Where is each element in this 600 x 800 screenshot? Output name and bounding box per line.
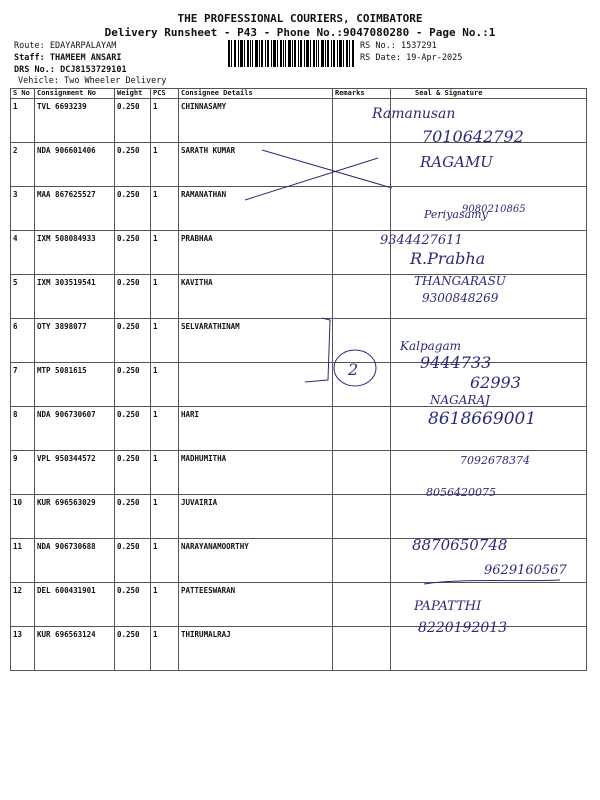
hw-r6: Kalpagam	[400, 339, 462, 353]
cell-pcs: 1	[151, 319, 179, 363]
cell-remarks	[333, 319, 391, 363]
cell-pcs: 1	[151, 99, 179, 143]
cell-remarks	[333, 143, 391, 187]
cell-seal	[391, 319, 587, 363]
cell-pcs: 1	[151, 275, 179, 319]
cell-remarks	[333, 363, 391, 407]
cell-consignee: CHINNASAMY	[179, 99, 333, 143]
table-row	[11, 187, 587, 231]
cell-consignee: SELVARATHINAM	[179, 319, 333, 363]
table-row	[11, 407, 587, 451]
cell-consignee: THIRUMALRAJ	[179, 627, 333, 671]
cell-sno: 7	[11, 363, 35, 407]
hw-r10: 8056420075	[426, 486, 496, 499]
cell-consignee	[179, 363, 333, 407]
cell-pcs: 1	[151, 495, 179, 539]
runsheet-subtitle: Delivery Runsheet - P43 - Phone No.:9047080280 - Page No.:1	[104, 26, 496, 39]
cell-seal	[391, 143, 587, 187]
cell-pcs: 1	[151, 407, 179, 451]
hw-r12: 9629160567	[484, 563, 567, 578]
col-consignment: Consignment No	[35, 89, 115, 99]
cell-consignment: TVL 6693239	[35, 99, 115, 143]
rs-no-value: 1537291	[400, 41, 437, 51]
table-row	[11, 275, 587, 319]
cell-remarks	[333, 231, 391, 275]
vehicle-value: Two Wheeler Delivery	[64, 76, 167, 86]
cell-consignment: VPL 950344572	[35, 451, 115, 495]
cell-remarks	[333, 451, 391, 495]
cell-sno: 6	[11, 319, 35, 363]
hw-r13-name: PAPATTHI	[414, 599, 482, 614]
cell-consignee: PRABHAA	[179, 231, 333, 275]
rs-date-line	[360, 53, 462, 63]
col-pcs: PCS	[151, 89, 179, 99]
col-remarks: Remarks	[333, 89, 391, 99]
drs-line	[14, 65, 127, 75]
table-row	[11, 627, 587, 671]
cell-weight: 0.250	[115, 451, 151, 495]
cell-sno: 8	[11, 407, 35, 451]
cell-sno: 11	[11, 539, 35, 583]
vehicle-line	[18, 76, 166, 86]
cell-consignment: NDA 906730607	[35, 407, 115, 451]
hw-r4-phone: 9344427611	[380, 233, 463, 248]
staff-value: THAMEEM ANSARI	[49, 53, 122, 63]
route-value: EDAYARPALAYAM	[49, 41, 117, 51]
vehicle-label: Vehicle:	[18, 76, 59, 86]
cell-consignee: MADHUMITHA	[179, 451, 333, 495]
cell-seal	[391, 495, 587, 539]
staff-line	[14, 53, 122, 63]
cell-weight: 0.250	[115, 275, 151, 319]
hw-r5-name: THANGARASU	[414, 274, 506, 288]
table-header-row	[11, 89, 587, 99]
rs-no-line	[360, 41, 437, 51]
cell-pcs: 1	[151, 363, 179, 407]
cell-weight: 0.250	[115, 539, 151, 583]
cell-sno: 4	[11, 231, 35, 275]
cell-seal	[391, 583, 587, 627]
cell-pcs: 1	[151, 451, 179, 495]
table-row	[11, 539, 587, 583]
cell-seal	[391, 539, 587, 583]
table-row	[11, 451, 587, 495]
cell-remarks	[333, 187, 391, 231]
hw-r3-name: Periyasamy	[424, 208, 488, 221]
cell-consignment: DEL 600431901	[35, 583, 115, 627]
cell-consignee: RAMANATHAN	[179, 187, 333, 231]
route-line	[14, 41, 116, 51]
cell-weight: 0.250	[115, 627, 151, 671]
cell-weight: 0.250	[115, 363, 151, 407]
barcode	[228, 40, 354, 67]
hw-r4-name: R.Prabha	[410, 249, 486, 268]
cell-remarks	[333, 99, 391, 143]
cell-seal	[391, 99, 587, 143]
table-row	[11, 363, 587, 407]
col-seal: Seal & Signature	[391, 89, 587, 99]
cell-sno: 12	[11, 583, 35, 627]
rs-date-label: RS Date:	[360, 53, 401, 63]
col-consignee: Consignee Details	[179, 89, 333, 99]
cell-weight: 0.250	[115, 143, 151, 187]
cell-sno: 1	[11, 99, 35, 143]
rs-no-label: RS No.:	[360, 41, 396, 51]
cell-remarks	[333, 407, 391, 451]
cell-sno: 13	[11, 627, 35, 671]
staff-label: Staff:	[14, 53, 45, 63]
cell-seal	[391, 363, 587, 407]
cell-consignee: SARATH KUMAR	[179, 143, 333, 187]
hw-r8-phone: 8618669001	[428, 409, 537, 429]
cell-consignee: NARAYANAMOORTHY	[179, 539, 333, 583]
cell-consignment: NDA 906730688	[35, 539, 115, 583]
cell-seal	[391, 187, 587, 231]
cell-pcs: 1	[151, 583, 179, 627]
cell-weight: 0.250	[115, 187, 151, 231]
drs-label: DRS No.:	[14, 65, 55, 75]
hw-r11: 8870650748	[412, 536, 508, 554]
runsheet-table	[10, 88, 587, 671]
col-weight: Weight	[115, 89, 151, 99]
cell-seal	[391, 627, 587, 671]
cell-consignment: MTP 5081615	[35, 363, 115, 407]
cell-remarks	[333, 275, 391, 319]
col-sno: S No	[11, 89, 35, 99]
cell-weight: 0.250	[115, 319, 151, 363]
hw-r7-a: 9444733	[420, 353, 492, 372]
cell-consignment: KUR 696563029	[35, 495, 115, 539]
cell-weight: 0.250	[115, 99, 151, 143]
cell-consignee: JUVAIRIA	[179, 495, 333, 539]
cell-remarks	[333, 583, 391, 627]
cell-sno: 9	[11, 451, 35, 495]
hw-r13-phone: 8220192013	[418, 620, 508, 636]
cell-pcs: 1	[151, 187, 179, 231]
cell-weight: 0.250	[115, 495, 151, 539]
cell-sno: 5	[11, 275, 35, 319]
hw-r7-b: 62993	[470, 373, 521, 392]
cell-seal	[391, 275, 587, 319]
cell-pcs: 1	[151, 231, 179, 275]
cell-consignment: IXM 508084933	[35, 231, 115, 275]
cell-consignment: OTY 3898077	[35, 319, 115, 363]
table-row	[11, 231, 587, 275]
cell-sno: 2	[11, 143, 35, 187]
cell-pcs: 1	[151, 627, 179, 671]
drs-value: DCJ8153729101	[60, 65, 127, 75]
table-row	[11, 143, 587, 187]
cell-sno: 3	[11, 187, 35, 231]
hw-circled-number: 2	[348, 360, 359, 379]
hw-r8-name: NAGARAJ	[430, 393, 490, 407]
hw-r1-name: Ramanusan	[372, 106, 456, 122]
hw-r3-phone: 9080210865	[462, 204, 526, 215]
table-row	[11, 583, 587, 627]
cell-remarks	[333, 495, 391, 539]
table-row	[11, 99, 587, 143]
cell-sno: 10	[11, 495, 35, 539]
company-title: THE PROFESSIONAL COURIERS, COIMBATORE	[177, 12, 423, 25]
route-label: Route:	[14, 41, 45, 51]
cell-weight: 0.250	[115, 407, 151, 451]
cell-consignee: HARI	[179, 407, 333, 451]
hw-r2: RAGAMU	[420, 153, 493, 171]
cell-pcs: 1	[151, 143, 179, 187]
cell-pcs: 1	[151, 539, 179, 583]
cell-consignee: PATTEESWARAN	[179, 583, 333, 627]
hw-r9: 7092678374	[460, 454, 530, 467]
hw-r1-phone: 7010642792	[422, 127, 524, 146]
cell-seal	[391, 407, 587, 451]
cell-remarks	[333, 539, 391, 583]
cell-consignment: IXM 303519541	[35, 275, 115, 319]
cell-consignment: KUR 696563124	[35, 627, 115, 671]
table-row	[11, 319, 587, 363]
cell-weight: 0.250	[115, 231, 151, 275]
cell-weight: 0.250	[115, 583, 151, 627]
cell-consignee: KAVITHA	[179, 275, 333, 319]
rs-date-value: 19-Apr-2025	[406, 53, 463, 63]
hw-r5-phone: 9300848269	[422, 291, 499, 305]
cell-consignment: NDA 906601406	[35, 143, 115, 187]
cell-seal	[391, 451, 587, 495]
table-row	[11, 495, 587, 539]
cell-consignment: MAA 867625527	[35, 187, 115, 231]
cell-seal	[391, 231, 587, 275]
cell-remarks	[333, 627, 391, 671]
